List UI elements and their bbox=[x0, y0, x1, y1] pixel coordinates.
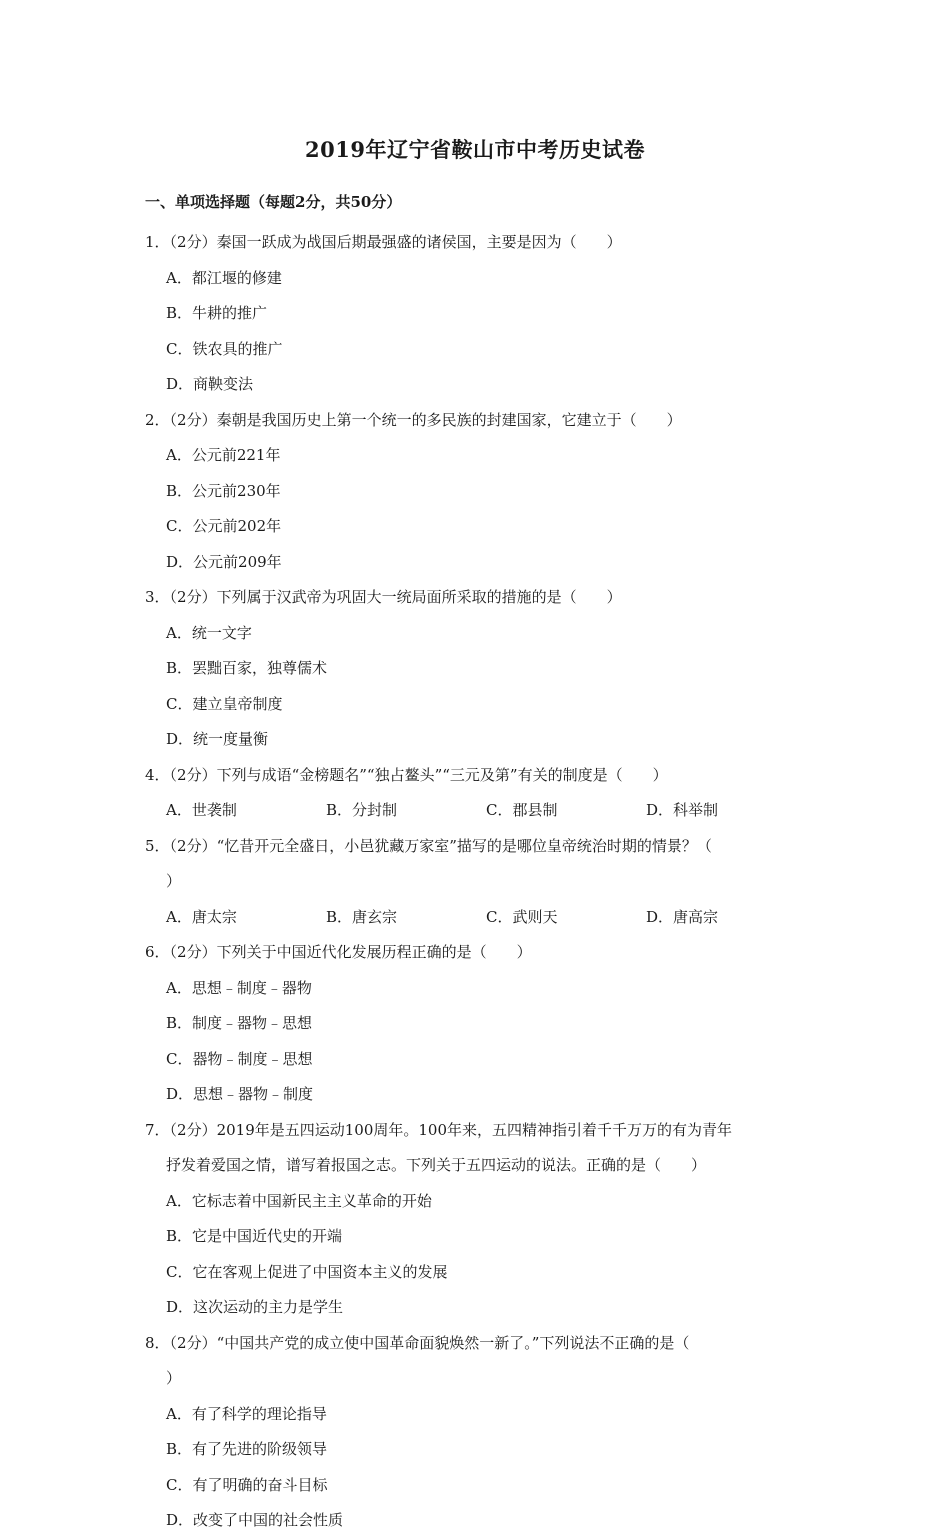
option-b: B．唐玄宗 bbox=[326, 907, 398, 926]
option-group bbox=[145, 438, 815, 580]
option-b: B．有了先进的阶级领导 bbox=[166, 1440, 328, 1458]
option-d: D．改变了中国的社会性质 bbox=[166, 1511, 344, 1529]
question-stem: 4．（2分）下列与成语“金榜题名”“独占鳌头”“三元及第”有关的制度是（ ） bbox=[145, 765, 668, 784]
question-2 bbox=[145, 403, 815, 581]
question-stem-continued: ） bbox=[166, 1369, 182, 1387]
question-3 bbox=[145, 580, 815, 758]
option-b: B．它是中国近代史的开端 bbox=[166, 1227, 343, 1245]
option-a: A．有了科学的理论指导 bbox=[166, 1404, 327, 1423]
question-5 bbox=[145, 829, 815, 936]
option-group bbox=[145, 900, 815, 936]
option-group bbox=[145, 616, 815, 758]
option-c: C．它在客观上促进了中国资本主义的发展 bbox=[166, 1262, 448, 1281]
option-a: A．思想﹣制度﹣器物 bbox=[166, 978, 312, 997]
option-b: B．制度﹣器物﹣思想 bbox=[166, 1014, 313, 1032]
option-group bbox=[145, 793, 815, 829]
option-a: A．统一文字 bbox=[166, 623, 252, 642]
question-stem-continued: ） bbox=[166, 872, 182, 890]
option-a: A．都江堰的修建 bbox=[166, 268, 282, 287]
option-b: B．分封制 bbox=[326, 801, 398, 819]
question-stem: 5．（2分）“忆昔开元全盛日，小邑犹藏万家室”描写的是哪位皇帝统治时期的情景？（ bbox=[145, 836, 712, 855]
option-group bbox=[145, 1184, 815, 1326]
option-d: D．商鞅变法 bbox=[166, 375, 254, 393]
option-a: A．唐太宗 bbox=[166, 907, 237, 926]
option-d: D．公元前209年 bbox=[166, 552, 282, 571]
page-title: 2019年辽宁省鞍山市中考历史试卷 bbox=[305, 137, 645, 162]
option-group bbox=[145, 261, 815, 403]
option-a: A．它标志着中国新民主主义革命的开始 bbox=[166, 1191, 432, 1210]
option-c: C．郡县制 bbox=[486, 801, 558, 819]
question-stem: 7．（2分）2019年是五四运动100周年。100年来，五四精神指引着千千万万的有为青年 bbox=[145, 1120, 733, 1139]
section-heading: 一、单项选择题（每题2分，共50分） bbox=[145, 193, 402, 211]
question-stem: 2．（2分）秦朝是我国历史上第一个统一的多民族的封建国家，它建立于（ ） bbox=[145, 410, 682, 429]
option-a: A．世袭制 bbox=[166, 801, 237, 819]
option-b: B．公元前230年 bbox=[166, 481, 281, 500]
option-d: D．这次运动的主力是学生 bbox=[166, 1298, 344, 1316]
question-stem: 6．（2分）下列关于中国近代化发展历程正确的是（ ） bbox=[145, 943, 532, 961]
question-stem: 8．（2分）“中国共产党的成立使中国革命面貌焕然一新了。”下列说法不正确的是（ bbox=[145, 1333, 690, 1352]
option-d: D．科举制 bbox=[646, 801, 719, 819]
option-group bbox=[145, 971, 815, 1113]
option-c: C．公元前202年 bbox=[166, 517, 282, 535]
option-d: D．统一度量衡 bbox=[166, 730, 269, 748]
question-4 bbox=[145, 758, 815, 829]
question-stem: 3．（2分）下列属于汉武帝为巩固大一统局面所采取的措施的是（ ） bbox=[145, 588, 622, 606]
option-d: D．唐高宗 bbox=[646, 907, 719, 926]
question-list bbox=[145, 225, 815, 1539]
question-stem-continued: 抒发着爱国之情，谱写着报国之志。下列关于五四运动的说法。正确的是（ ） bbox=[166, 1156, 707, 1174]
option-a: A．公元前221年 bbox=[166, 446, 281, 464]
option-d: D．思想﹣器物﹣制度 bbox=[166, 1085, 314, 1103]
option-group bbox=[145, 1397, 815, 1539]
question-1 bbox=[145, 225, 815, 403]
option-b: B．牛耕的推广 bbox=[166, 304, 268, 322]
option-b: B．罢黜百家，独尊儒术 bbox=[166, 659, 328, 677]
option-c: C．铁农具的推广 bbox=[166, 339, 283, 358]
question-6 bbox=[145, 935, 815, 1113]
option-c: C．有了明确的奋斗目标 bbox=[166, 1475, 328, 1494]
question-stem: 1．（2分）秦国一跃成为战国后期最强盛的诸侯国，主要是因为（ ） bbox=[145, 233, 622, 251]
option-c: C．武则天 bbox=[486, 907, 558, 926]
question-7 bbox=[145, 1113, 815, 1326]
question-8 bbox=[145, 1326, 815, 1539]
option-c: C．器物﹣制度﹣思想 bbox=[166, 1049, 313, 1068]
option-c: C．建立皇帝制度 bbox=[166, 694, 283, 713]
